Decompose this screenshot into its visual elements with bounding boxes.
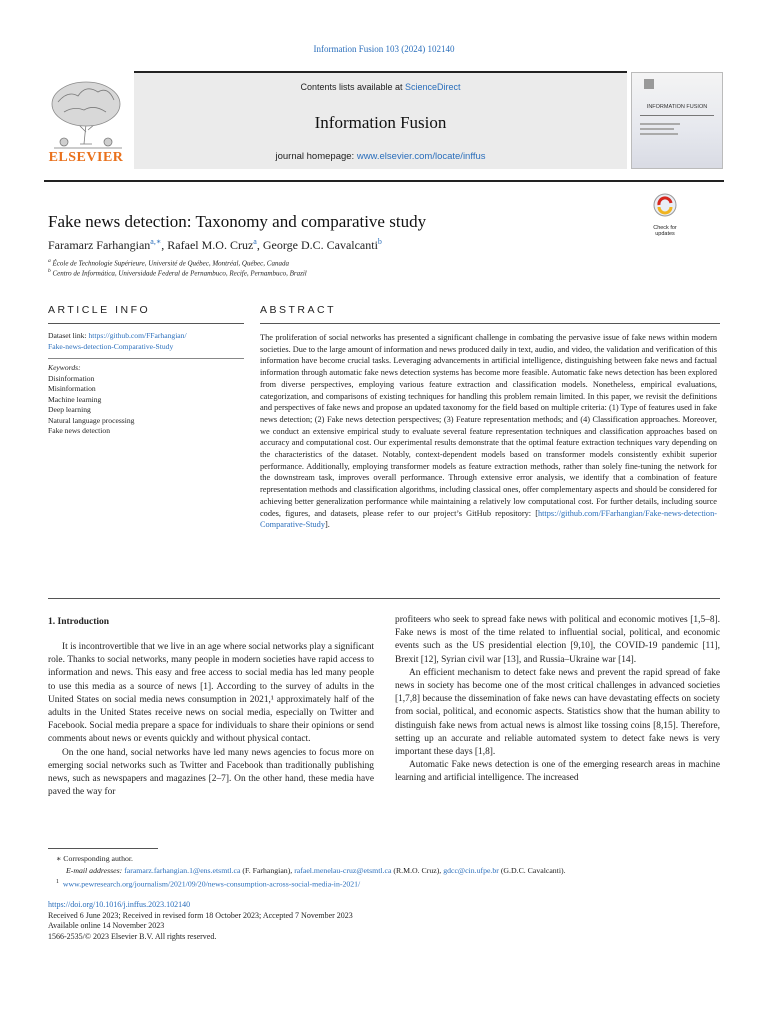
keywords-rule xyxy=(48,358,244,359)
author-list: Faramarz Farhangian$^{a,∗}$, Rafael M.O. Cruz$^a$, George D.C. Cavalcanti$^b$ xyxy=(48,237,382,252)
email-owner: (G.D.C. Cavalcanti). xyxy=(498,866,566,875)
keywords-block xyxy=(48,363,244,437)
paragraph: An efficient mechanism to detect fake news and prevent the rapid spread of fake news in society has become one of the most critical challenges in advanced societies [1,7,8] because the dissemination of fake news can have devastating effects on society from social, political, and economic aspects. Statistics show that the human ability to distinguish fake news from actual news is almost like tossing coins [8,15]. Therefore, setting up an accurate and reliable automated system to detect fake news is very important these days [1,8]. xyxy=(395,667,720,758)
available-online: Available online 14 November 2023 xyxy=(48,921,165,931)
affiliation-mark: a xyxy=(48,258,51,264)
sciencedirect-link[interactable]: ScienceDirect xyxy=(405,82,461,92)
elsevier-wordmark: ELSEVIER xyxy=(48,150,124,165)
email-link[interactable]: rafael.menelau-cruz@etsmtl.ca xyxy=(294,866,392,875)
keyword-item: Natural language processing xyxy=(48,415,135,425)
issn-copyright: 1566-2535/© 2023 Elsevier B.V. All rights reserved. xyxy=(48,931,217,941)
article-metadata xyxy=(48,900,353,942)
received-dates: Received 6 June 2023; Received in revised form 18 October 2023; Accepted 7 November 2023 xyxy=(48,910,353,920)
homepage-link[interactable]: www.elsevier.com/locate/inffus xyxy=(356,151,486,162)
footnote-mark: 1 xyxy=(56,879,59,885)
abstract-body: The proliferation of social networks has presented a significant challenge in combating the pervasive issue of fake news within modern societies. Due to the large amount of information and news produced daily in text, audio, and video, the validation and verification of this information have become crucial tasks. Leveraging advancements in artificial intelligence, distinguishing between fake news and factual information through automatic fake news detection systems has become more feasible. Automatic fake news detection has been explored from diverse perspectives, employing various feature extraction and classification models. Nonetheless, empirical evaluations, categorization, and comparisons of existing techniques for handling this problem remain limited. In this paper, we revisit the definitions and perspectives of fake news and propose an updated taxonomy for the field based on multiple criteria: (1) Type of features used in fake news detection; (2) Fake news detection perspectives; (3) Feature representation methods; and (4) Classification approaches. Moreover, we conduct an extensive empirical study to evaluate several feature representation techniques and classification approaches based on accuracy and computational cost. Our experimental results demonstrate that the optimal feature extraction techniques vary depending on the characteristics of the dataset. Notably, context-dependent models based on transformer models consistently exhibit superior performance. Additionally, employing transformer models as feature extraction methods, rather than solely fine-tuning the network for the downstream task, improves overall performance. Through extensive error analysis, we identify that a combination of feature representation methods and classification algorithms, including classical ones, offer complementary aspects and should be considered for achieving better generalization performance while maintaining a relatively low computational cost. For further details, including source codes, figures, and datasets, please refer to our project’s GitHub repository: [ xyxy=(260,333,717,518)
article-info-rule xyxy=(48,323,244,324)
keyword-item: Fake news detection xyxy=(48,426,110,435)
footnote-1 xyxy=(56,877,360,890)
paragraph: On the one hand, social networks have led many news agencies to focus more on emerging social networks such as Twitter and Facebook than traditionally publishing news, such as newspapers and magazines [2–7]. On the other hand, these media have paved the way for xyxy=(48,747,374,798)
cover-text-line xyxy=(640,133,678,135)
journal-name: Information Fusion xyxy=(314,113,447,132)
affiliation xyxy=(48,268,307,277)
paragraph: It is incontrovertible that we live in an age where social networks play a significant role. Thanks to social networks, many people in modern societies have rapid access to information and news. This easy and free access to social media has led many people to use this media as a source of news [1]. According to the survey of adults in the United States on social media news consumption in 2021,¹ approximately half of the adults in the United States receive news on social media, especially on Twitter and Facebook. Social media prepare a space for individuals to share their opinions or send comments about news or events quickly and without physical contact. xyxy=(48,642,374,745)
homepage-line xyxy=(134,151,627,162)
author-affiliation-mark[interactable]: a xyxy=(253,237,257,246)
keyword-item: Disinformation xyxy=(48,373,95,383)
journal-header xyxy=(134,71,627,169)
contents-line xyxy=(134,82,627,92)
cover-text-line xyxy=(640,123,680,125)
affiliation-text: Centro de Informática, Universidade Federal de Pernambuco, Recife, Pernambuco, Brazil xyxy=(52,269,307,278)
doi-link[interactable]: https://doi.org/10.1016/j.inffus.2023.102140 xyxy=(48,900,191,909)
author-affiliation-mark[interactable]: b xyxy=(377,237,382,246)
keyword-item: Misinformation xyxy=(48,384,96,393)
keyword-item: Machine learning xyxy=(48,394,102,404)
keywords-label: Keywords: xyxy=(48,363,81,372)
section-heading: 1. Introduction xyxy=(48,617,110,627)
check-for-updates-icon xyxy=(645,192,685,220)
email-link[interactable]: faramarz.farhangian.1@ens.etsmtl.ca xyxy=(124,866,241,875)
journal-citation[interactable]: Information Fusion 103 (2024) 102140 xyxy=(313,44,455,54)
abstract-bottom-rule xyxy=(48,598,720,599)
author-name: Faramarz Farhangian xyxy=(48,238,151,252)
paragraph: Automatic Fake news detection is one of the emerging research areas in machine learning and artificial intelligence. The increased xyxy=(395,760,720,784)
email-link[interactable]: gdcc@cin.ufpe.br xyxy=(443,866,499,875)
footnote-rule xyxy=(48,848,158,849)
paragraph: profiteers who seek to spread fake news with political and economic motives [1,5–8]. Fake news is most of the time related to influential social, political, and economic events such as the US presidential election [9,10], the COVID-19 pandemic [11], Brexit [12], Syrian civil war [13], and Russia–Ukraine war [14]. xyxy=(395,615,720,665)
cover-text-line xyxy=(640,128,674,130)
abstract-heading: ABSTRACT xyxy=(260,304,337,316)
affiliation-mark: b xyxy=(48,268,51,274)
abstract-end: ]. xyxy=(324,520,330,530)
pew-research-link[interactable]: www.pewresearch.org/journalism/2021/09/20/news-consumption-across-social-media-in-2021/ xyxy=(62,879,361,889)
email-label: E-mail addresses: xyxy=(66,866,125,875)
cover-logo-icon xyxy=(644,79,654,89)
affiliation-text: École de Technologie Supérieure, Université de Québec, Montréal, Québec, Canada xyxy=(52,259,289,268)
article-info-heading: ARTICLE INFO xyxy=(48,304,151,316)
dataset-link-block xyxy=(48,331,244,352)
dataset-link[interactable]: https://github.com/FFarhangian/ xyxy=(88,331,187,340)
intro-right-column xyxy=(395,614,720,786)
check-for-updates-label: Check for updates xyxy=(653,225,677,237)
header-rule xyxy=(44,180,724,182)
dataset-link[interactable]: Fake-news-detection-Comparative-Study xyxy=(48,341,174,351)
author-name: George D.C. Cavalcanti xyxy=(262,238,378,252)
check-for-updates-badge[interactable] xyxy=(645,192,685,237)
cover-rule xyxy=(640,115,714,116)
corresponding-author-note: ∗ Corresponding author. xyxy=(56,854,133,863)
contents-prefix: Contents lists available at xyxy=(300,82,406,92)
author-name: Rafael M.O. Cruz xyxy=(167,238,254,252)
journal-cover-image xyxy=(631,72,723,169)
affiliation xyxy=(48,258,289,267)
abstract-text xyxy=(260,332,717,531)
email-owner: (F. Farhangian), xyxy=(240,866,295,875)
cover-title: INFORMATION FUSION xyxy=(646,104,708,110)
abstract-rule xyxy=(260,323,720,324)
intro-left-column xyxy=(48,641,374,799)
email-owner: (R.M.O. Cruz), xyxy=(391,866,444,875)
github-repo-link[interactable]: https://github.com/FFarhangian/Fake-news-detection-Comparative-Study xyxy=(260,508,717,530)
keyword-item: Deep learning xyxy=(48,405,91,414)
article-title: Fake news detection: Taxonomy and comparative study xyxy=(48,212,427,231)
homepage-prefix: journal homepage: xyxy=(275,151,357,162)
author-affiliation-mark[interactable]: a,∗ xyxy=(150,237,162,246)
dataset-label: Dataset link: xyxy=(48,331,89,340)
email-addresses xyxy=(66,865,726,876)
